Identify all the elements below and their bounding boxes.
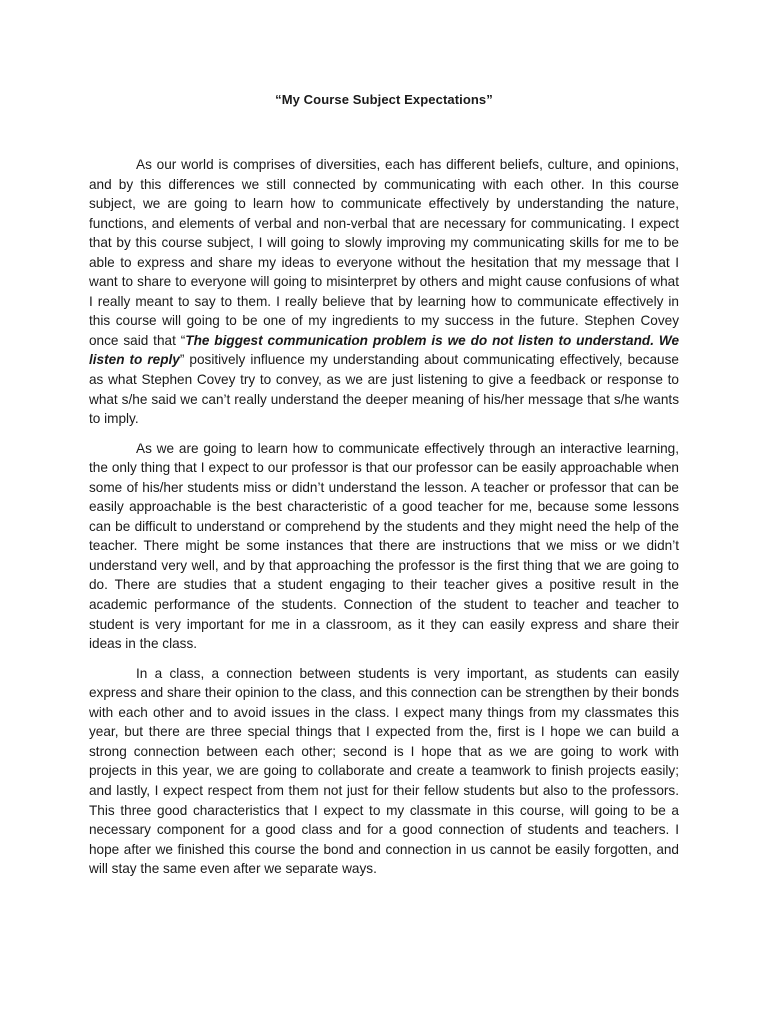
paragraph-2: As we are going to learn how to communicate effectively through an interactive learning, the only thing that I expect to our professor is that our professor can be easily approachable when some of his/her students miss or didn’t understand the lesson. A teacher or professor that can be easily approachable is the best characteristic of a good teacher for me, because some lessons can be difficult to understand or comprehend by the students and they might need the help of the teacher. There might be some instances that there are instructions that we miss or we didn’t understand very well, and by that approaching the professor is the first thing that we are going to do. There are studies that a student engaging to their teacher gives a positive result in the academic performance of the students. Connection of the student to teacher and teacher to student is very important for me in a classroom, as it they can easily express and share their ideas in the class. — [89, 440, 679, 652]
paragraph-1-text-before-quote: As our world is comprises of diversities, each has different beliefs, culture, and opinions, and by this differences we still connected by communicating with each other. In this course subject, we are going to learn how to communicate effectively by understanding the nature, functions, and elements of verbal and non-verbal that are necessary for communicating. I expect that by this course subject, I will going to slowly improving my communicating skills for me to be able to express and share my ideas to everyone without the hesitation that my message that I want to share to everyone will going to misinterpret by others and might cause confusions of what I really meant to say to them. I really believe that by learning how to communicate effectively in this course will going to be one of my ingredients to my success in the future. Stephen Covey once said that “ — [89, 157, 679, 348]
paragraph-1 — [89, 155, 679, 429]
document-body — [89, 155, 679, 889]
paragraph-3: In a class, a connection between students is very important, as students can easily express and share their opinion to the class, and this connection can be strengthen by their bonds with each other and to avoid issues in the class. I expect many things from my classmates this year, but there are three special things that I expected from the, first is I hope we can build a strong connection between each other; second is I hope that as we are going to work with projects in this year, we are going to collaborate and create a teamwork to finish projects easily; and lastly, I expect respect from them not just for their fellow students but also to the professors. This three good characteristics that I expect to my classmate in this course, will going to be a necessary component for a good class and for a good connection of students and teachers. I hope after we finished this course the bond and connection in us cannot be easily forgotten, and will stay the same even after we separate ways. — [89, 665, 679, 877]
paragraph-1-text-after-quote: ” positively influence my understanding about communicating effectively, because as what Stephen Covey try to convey, as we are just listening to give a feedback or response to what s/he said we can’t really understand the deeper meaning of his/her message that s/he wants to imply. — [89, 352, 679, 427]
covey-quote: The biggest communication problem is we do not listen to understand. We listen to reply — [89, 332, 680, 368]
document-title: “My Course Subject Expectations” — [275, 92, 493, 107]
